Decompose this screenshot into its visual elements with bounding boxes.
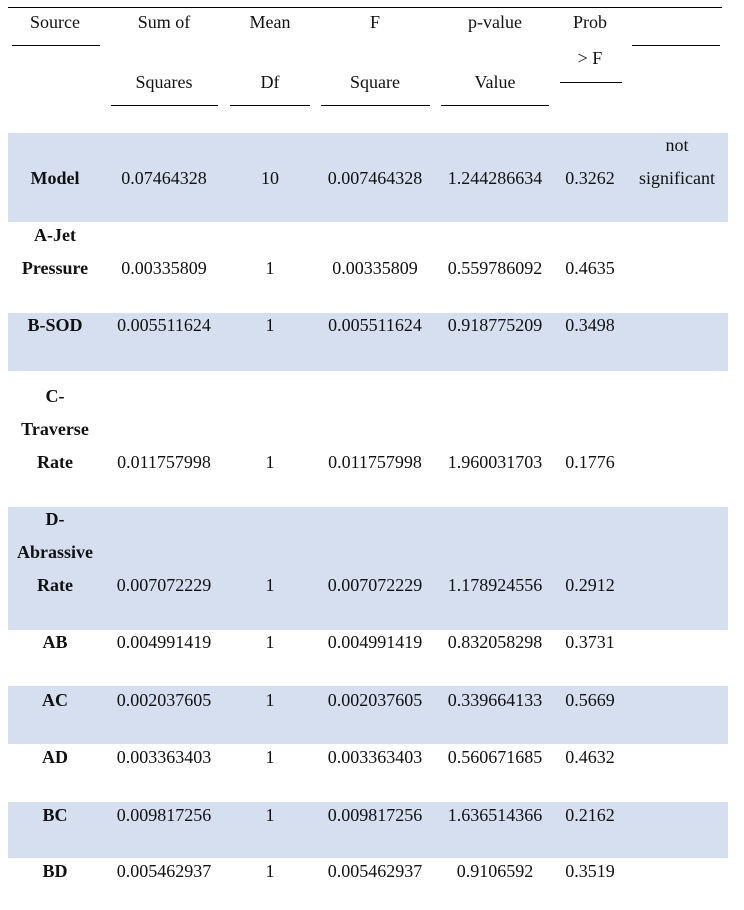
p-cell: 0.4635 bbox=[565, 258, 615, 278]
ms-cell: 0.007072229 bbox=[327, 575, 423, 595]
header-mean-df bbox=[230, 12, 310, 92]
f-cell: 0.832058298 bbox=[447, 632, 543, 652]
header-note-rule bbox=[632, 45, 720, 46]
p-cell: 0.1776 bbox=[565, 452, 615, 472]
ms-cell: 0.004991419 bbox=[327, 632, 423, 652]
source-line: AB bbox=[42, 632, 68, 652]
p-cell: 0.2912 bbox=[565, 575, 615, 595]
source-line: D- bbox=[45, 509, 65, 529]
header-mean-rule bbox=[230, 105, 310, 106]
source-line: A-Jet bbox=[34, 225, 76, 245]
header-prob-f bbox=[558, 12, 622, 68]
source-cell bbox=[10, 380, 100, 479]
source-line: AD bbox=[42, 747, 68, 767]
header-sum-of-squares bbox=[110, 12, 218, 92]
source-line: C- bbox=[45, 386, 65, 406]
note-cell bbox=[630, 129, 724, 195]
ms-cell: 0.005511624 bbox=[328, 315, 422, 335]
df-cell: 1 bbox=[265, 861, 275, 881]
df-cell: 1 bbox=[265, 315, 275, 335]
ss-cell: 0.003363403 bbox=[116, 747, 212, 767]
df-cell: 10 bbox=[261, 168, 279, 188]
ms-cell: 0.011757998 bbox=[328, 452, 422, 472]
p-cell: 0.3498 bbox=[565, 315, 615, 335]
header-f-label-1: F bbox=[369, 12, 380, 32]
ss-cell: 0.002037605 bbox=[116, 690, 212, 710]
source-line: Traverse bbox=[21, 419, 89, 439]
f-cell: 0.560671685 bbox=[447, 747, 543, 767]
f-cell: 1.636514366 bbox=[447, 805, 543, 825]
f-cell: 1.960031703 bbox=[447, 452, 543, 472]
p-cell: 0.3519 bbox=[565, 861, 615, 881]
header-source-rule bbox=[12, 45, 100, 46]
df-cell: 1 bbox=[265, 632, 275, 652]
header-source-label: Source bbox=[30, 12, 80, 32]
source-line: Abrassive bbox=[17, 542, 93, 562]
source-cell bbox=[10, 626, 100, 659]
header-sum-label-1: Sum of bbox=[137, 12, 191, 32]
source-cell bbox=[10, 162, 100, 195]
source-cell bbox=[10, 799, 100, 832]
header-f-rule bbox=[321, 105, 430, 106]
df-cell: 1 bbox=[265, 258, 275, 278]
df-cell: 1 bbox=[265, 805, 275, 825]
ss-cell: 0.005511624 bbox=[117, 315, 211, 335]
ms-cell: 0.009817256 bbox=[327, 805, 423, 825]
header-prob-label-1: Prob bbox=[572, 12, 607, 32]
source-cell bbox=[10, 219, 100, 285]
header-sum-label-2: Squares bbox=[135, 72, 193, 92]
source-cell bbox=[10, 684, 100, 717]
f-cell: 0.918775209 bbox=[447, 315, 543, 335]
source-line: BD bbox=[42, 861, 68, 881]
ms-cell: 0.003363403 bbox=[327, 747, 423, 767]
source-line: B-SOD bbox=[27, 315, 83, 335]
p-cell: 0.3262 bbox=[565, 168, 615, 188]
ms-cell: 0.007464328 bbox=[327, 168, 423, 188]
header-mean-label-1: Mean bbox=[249, 12, 291, 32]
header-f-label-2: Square bbox=[350, 72, 400, 92]
header-p-label-1: p-value bbox=[468, 12, 522, 32]
source-line: AC bbox=[42, 690, 68, 710]
f-cell: 1.244286634 bbox=[447, 168, 543, 188]
header-p-rule bbox=[441, 105, 549, 106]
p-cell: 0.5669 bbox=[565, 690, 615, 710]
table-header bbox=[0, 0, 744, 133]
header-source bbox=[10, 12, 100, 32]
header-prob-label-2: > F bbox=[577, 48, 603, 68]
header-p-label-2: Value bbox=[474, 72, 516, 92]
ss-cell: 0.00335809 bbox=[121, 258, 207, 278]
p-cell: 0.2162 bbox=[565, 805, 615, 825]
source-line: Rate bbox=[37, 452, 73, 472]
source-cell bbox=[10, 855, 100, 888]
f-cell: 1.178924556 bbox=[447, 575, 543, 595]
note-line: significant bbox=[639, 168, 715, 188]
p-cell: 0.4632 bbox=[565, 747, 615, 767]
ms-cell: 0.005462937 bbox=[327, 861, 423, 881]
source-cell bbox=[10, 741, 100, 774]
f-cell: 0.9106592 bbox=[456, 861, 534, 881]
source-line: Rate bbox=[37, 575, 73, 595]
p-cell: 0.3731 bbox=[565, 632, 615, 652]
ms-cell: 0.002037605 bbox=[327, 690, 423, 710]
df-cell: 1 bbox=[265, 747, 275, 767]
df-cell: 1 bbox=[265, 575, 275, 595]
source-cell bbox=[10, 503, 100, 602]
f-cell: 0.339664133 bbox=[447, 690, 543, 710]
ms-cell: 0.00335809 bbox=[332, 258, 418, 278]
source-line: Pressure bbox=[21, 258, 89, 278]
ss-cell: 0.011757998 bbox=[117, 452, 211, 472]
source-line: BC bbox=[42, 805, 68, 825]
header-sum-rule bbox=[111, 105, 218, 106]
source-cell bbox=[10, 309, 100, 342]
ss-cell: 0.009817256 bbox=[116, 805, 212, 825]
header-f-square bbox=[320, 12, 430, 92]
header-mean-label-2: Df bbox=[260, 72, 280, 92]
df-cell: 1 bbox=[265, 452, 275, 472]
header-prob-rule bbox=[560, 82, 622, 83]
header-p-value bbox=[440, 12, 550, 92]
ss-cell: 0.005462937 bbox=[116, 861, 212, 881]
ss-cell: 0.07464328 bbox=[121, 168, 207, 188]
df-cell: 1 bbox=[265, 690, 275, 710]
f-cell: 0.559786092 bbox=[447, 258, 543, 278]
ss-cell: 0.007072229 bbox=[116, 575, 212, 595]
source-line: Model bbox=[30, 168, 80, 188]
note-line: not bbox=[665, 135, 689, 155]
ss-cell: 0.004991419 bbox=[116, 632, 212, 652]
top-rule bbox=[8, 7, 722, 8]
